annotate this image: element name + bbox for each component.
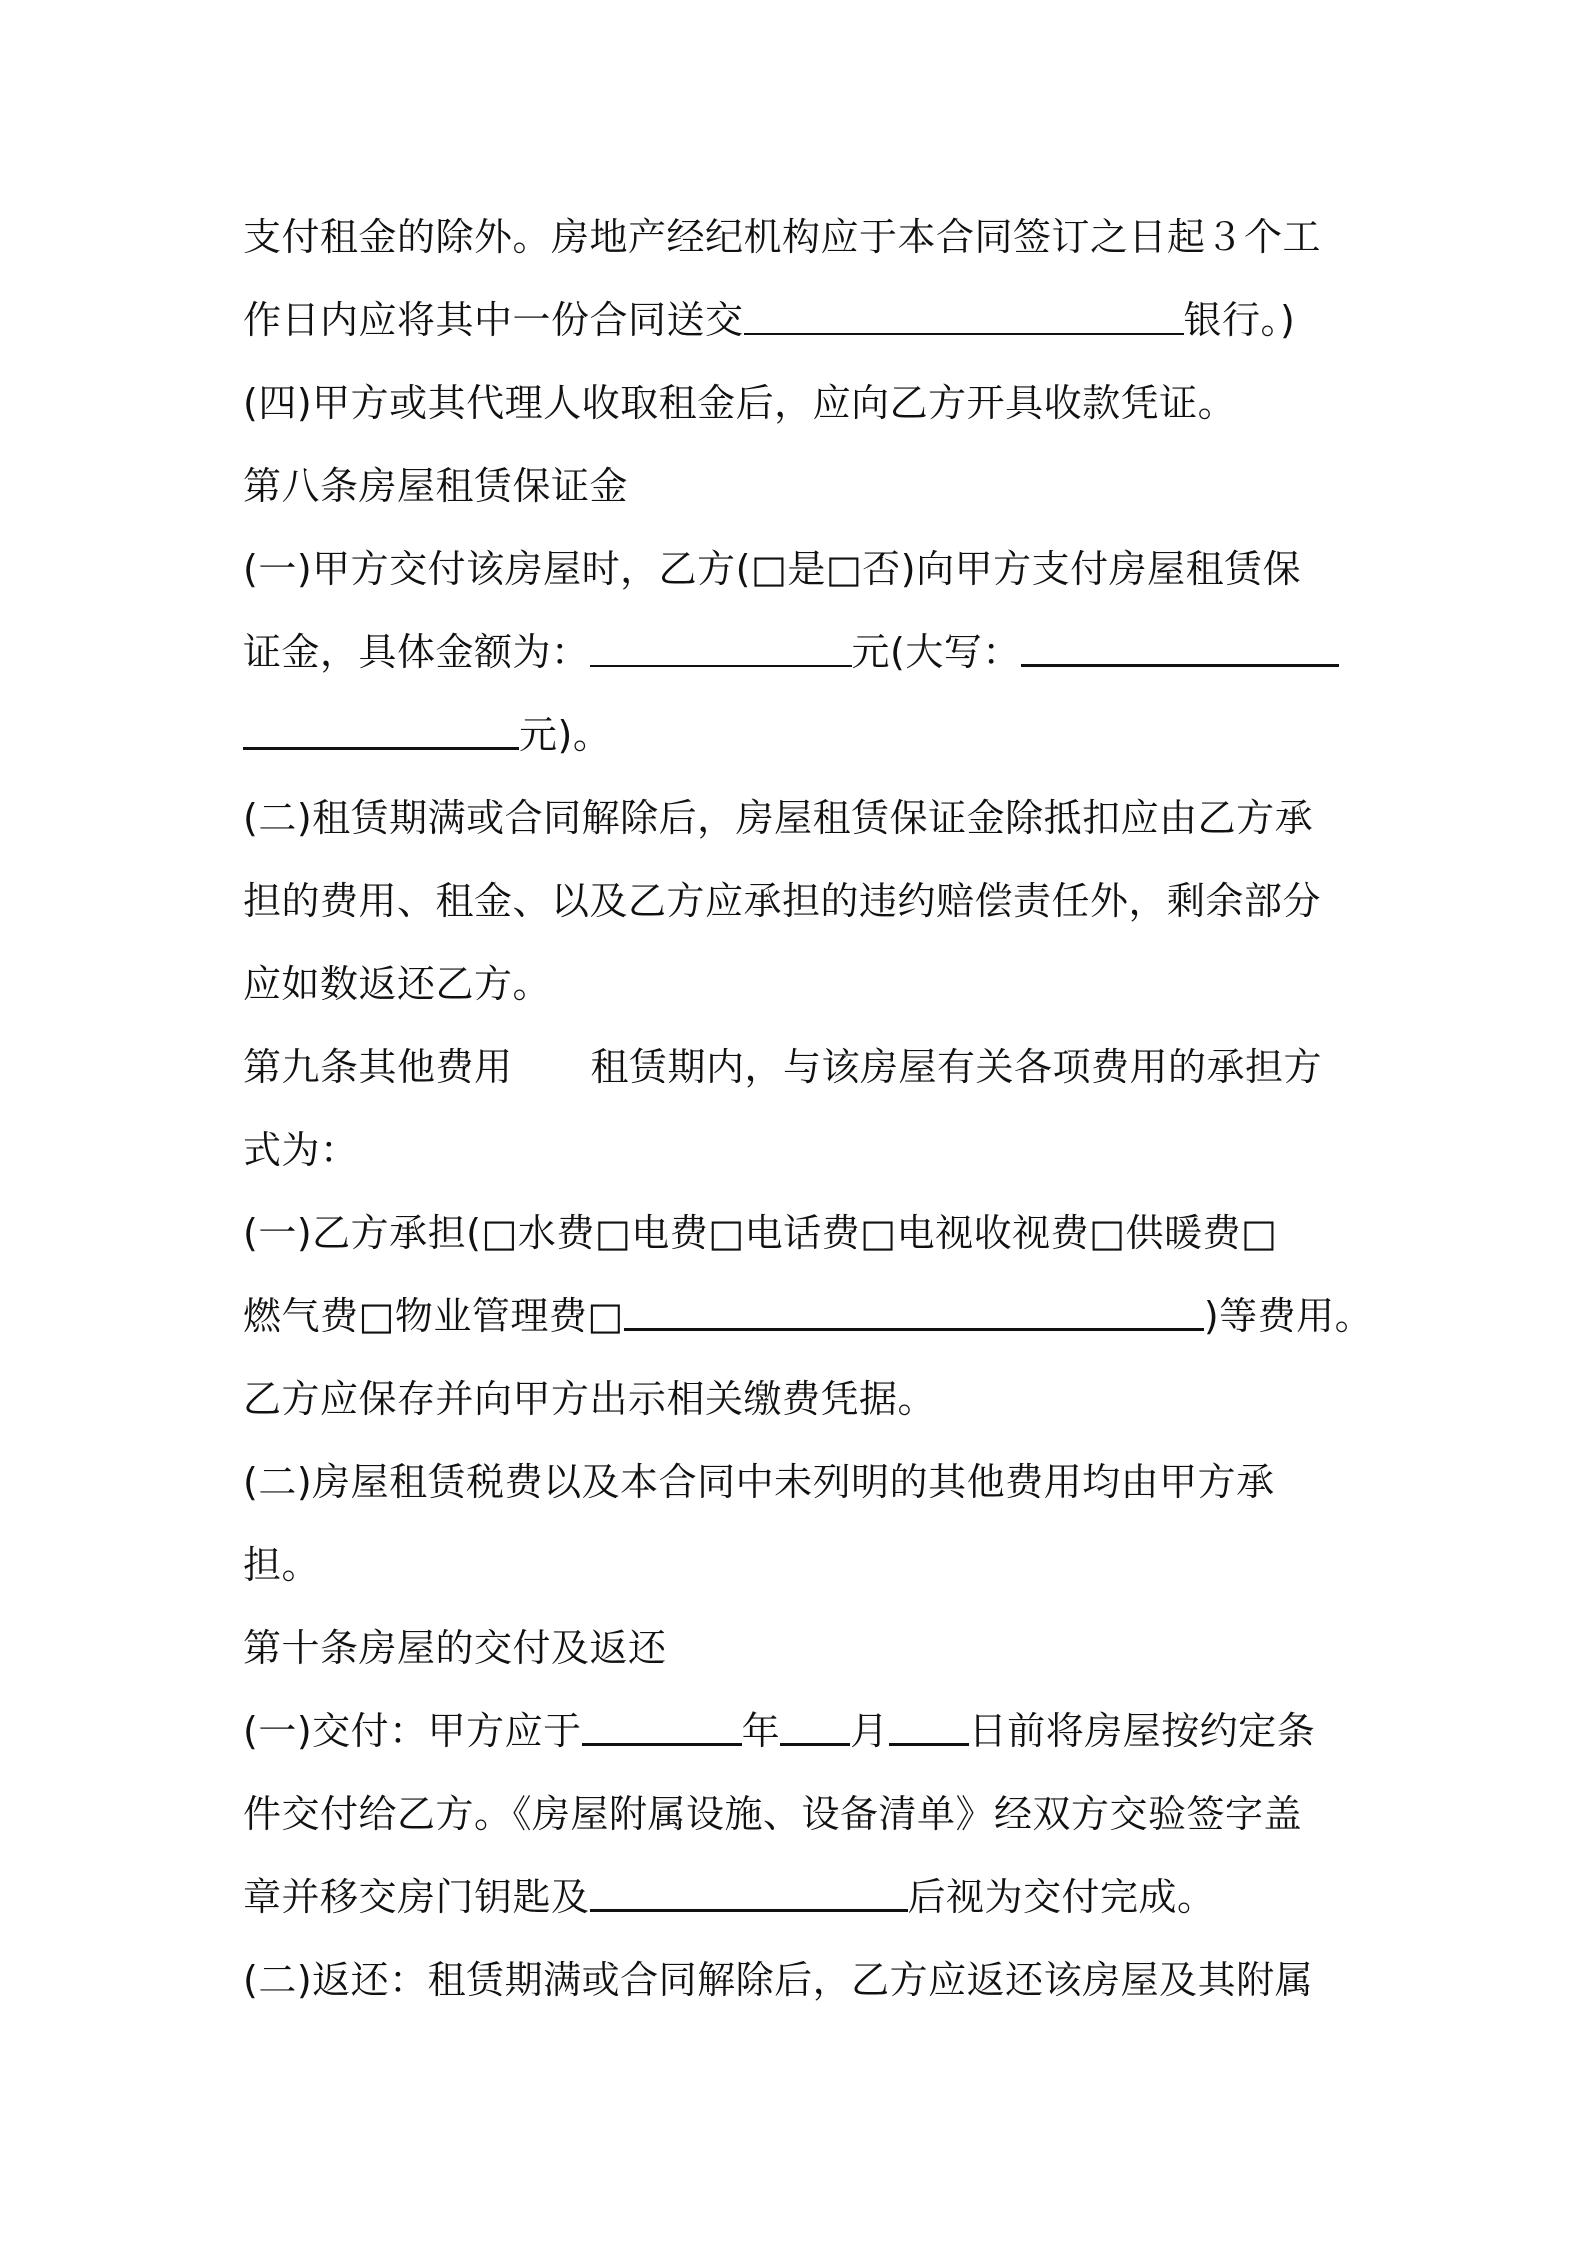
text-line xyxy=(243,362,1353,445)
text-line xyxy=(243,777,1353,860)
line-text: )等费用。 xyxy=(1203,1294,1374,1338)
text-line xyxy=(243,1441,1353,1524)
text-line xyxy=(243,1690,1353,1773)
section-heading xyxy=(243,1026,1353,1109)
line-text: (一)甲方交付该房屋时，乙方(□是□否)向甲方支付房屋租赁保 xyxy=(243,547,1302,591)
blank-field[interactable] xyxy=(744,303,1184,335)
text-line xyxy=(243,528,1353,611)
text-line xyxy=(243,1856,1353,1939)
line-text: (二)返还：租赁期满或合同解除后，乙方应返还该房屋及其附属 xyxy=(243,1958,1314,2002)
amount-blank[interactable] xyxy=(590,635,852,667)
line-text: 日前将房屋按约定条 xyxy=(968,1709,1316,1753)
text-line xyxy=(243,1109,1353,1192)
line-text: 年 xyxy=(741,1709,781,1753)
line-text: 证金，具体金额为： xyxy=(243,630,590,674)
line-text: 作日内应将其中一份合同送交 xyxy=(243,298,744,342)
line-text: 月 xyxy=(850,1709,889,1753)
year-blank[interactable] xyxy=(582,1713,742,1746)
line-text: (四)甲方或其代理人收取租金后，应向乙方开具收款凭证。 xyxy=(243,381,1237,425)
section-heading xyxy=(243,1607,1353,1690)
heading-text: 第八条房屋租赁保证金 xyxy=(243,464,629,508)
text-line xyxy=(243,611,1353,694)
handover-item-blank[interactable] xyxy=(590,1879,908,1912)
text-line xyxy=(243,860,1353,943)
text-line xyxy=(243,694,1353,777)
text-line xyxy=(243,1939,1353,2022)
text-line xyxy=(243,1275,1374,1358)
line-text: 元)。 xyxy=(519,713,612,757)
heading-text: 第九条其他费用 xyxy=(243,1045,513,1089)
text-line xyxy=(243,1192,1353,1275)
line-text: 银行。) xyxy=(1183,298,1296,342)
line-text: 元(大写： xyxy=(851,630,1021,674)
line-text: 章并移交房门钥匙及 xyxy=(243,1875,590,1919)
line-text: 租赁期内，与该房屋有关各项费用的承担方 xyxy=(590,1045,1323,1089)
text-line xyxy=(243,1358,1353,1441)
text-line xyxy=(243,1524,1353,1607)
text-line xyxy=(243,196,1353,279)
line-text: (一)乙方承担(□水费□电费□电话费□电视收视费□供暖费□ xyxy=(243,1211,1278,1255)
line-text: 担的费用、租金、以及乙方应承担的违约赔偿责任外，剩余部分 xyxy=(243,879,1322,923)
line-text: 式为： xyxy=(243,1128,359,1172)
day-blank[interactable] xyxy=(889,1713,969,1746)
line-text: 乙方应保存并向甲方出示相关缴费凭据。 xyxy=(243,1377,937,1421)
text-line xyxy=(243,279,1353,362)
month-blank[interactable] xyxy=(780,1713,850,1746)
document-page xyxy=(243,196,1374,2022)
line-text: 件交付给乙方。《房屋附属设施、设备清单》经双方交验签字盖 xyxy=(243,1792,1303,1836)
line-text: 担。 xyxy=(243,1543,321,1587)
text-line xyxy=(243,943,1353,1026)
other-fee-blank[interactable] xyxy=(624,1298,1204,1331)
line-text: 支付租金的除外。房地产经纪机构应于本合同签订之日起３个工 xyxy=(243,215,1322,259)
line-text: (二)房屋租赁税费以及本合同中未列明的其他费用均由甲方承 xyxy=(243,1460,1275,1504)
amount-words-blank-continued[interactable] xyxy=(243,717,519,750)
line-text: 后视为交付完成。 xyxy=(907,1875,1216,1919)
heading-text: 第十条房屋的交付及返还 xyxy=(243,1626,667,1670)
line-text: (一)交付：甲方应于 xyxy=(243,1709,582,1753)
line-text: (二)租赁期满或合同解除后，房屋租赁保证金除抵扣应由乙方承 xyxy=(243,796,1314,840)
line-text: 应如数返还乙方。 xyxy=(243,962,552,1006)
section-heading xyxy=(243,445,1353,528)
text-line xyxy=(243,1773,1353,1856)
line-text: 燃气费□物业管理费□ xyxy=(243,1294,624,1338)
amount-words-blank[interactable] xyxy=(1021,634,1339,667)
